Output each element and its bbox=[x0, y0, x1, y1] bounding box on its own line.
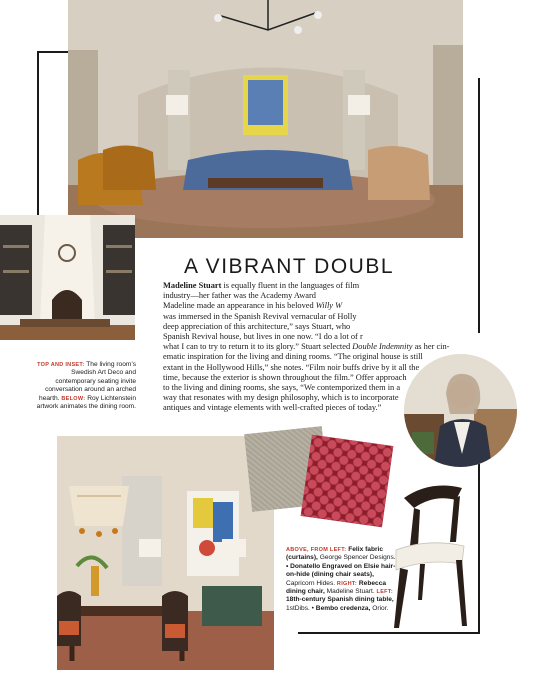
caption-tag: LEFT: bbox=[374, 589, 394, 596]
body-line: Spanish Revival house, but lives in one now. “I do a lot of r bbox=[163, 332, 363, 342]
rule-bottom-right-vertical bbox=[478, 462, 480, 633]
caption-tag: ABOVE, FROM LEFT: bbox=[286, 547, 347, 553]
body-line: Madeline made an appearance in his beloved Willy W bbox=[163, 301, 343, 311]
body-line: time, because the exterior is shown throughout the film.” Offer approach bbox=[163, 372, 407, 382]
body-line: what I can to try to return it to its glory.” Stuart selected Double Indemnity as her cin- bbox=[163, 342, 450, 352]
caption-left: TOP AND INSET: The living room’s Swedish Art Deco and contemporary seating invite conversation around an arched hearth. BELOW: Roy Lichtenstein artwork animates the dining room. bbox=[36, 361, 136, 411]
body-line: to the living and dining rooms, she says, “We contemporized them in a bbox=[163, 383, 401, 393]
body-line: was immersed in the Spanish Revival vernacular of Holly bbox=[163, 311, 357, 321]
body-line: ematic inspiration for the living and dining rooms. “The original house is still bbox=[163, 352, 423, 362]
body-line: deep appreciation of this architecture,” says Stuart, who bbox=[163, 321, 351, 331]
article-headline: A VIBRANT DOUBL bbox=[184, 255, 395, 278]
living-room-photo bbox=[68, 0, 463, 238]
rule-top-right-vertical bbox=[478, 78, 480, 333]
donatello-hide-swatch bbox=[301, 435, 394, 528]
caption-tag: RIGHT: bbox=[335, 580, 358, 587]
fireplace-inset-photo bbox=[0, 215, 135, 340]
dining-room-photo bbox=[57, 436, 274, 670]
caption-right: ABOVE, FROM LEFT: Felix fabric (curtains), George Spencer Designs. • Donatello Engraved on Elsie hair-on-hide (dining chair seats), Capricorn Hides. RIGHT: Rebecca dining chair, Madeline Stuart. LEFT: 18th-century Spanish dining table, 1stDibs. • Bembo credenza, Orior. bbox=[286, 546, 396, 612]
rule-top-left-vertical bbox=[37, 51, 39, 215]
article-body bbox=[163, 281, 450, 414]
rule-bottom-right-horizontal bbox=[298, 632, 480, 634]
body-line: antiques and vintage elements with well-crafted pieces of today.” bbox=[163, 403, 382, 413]
caption-tag: BELOW: bbox=[59, 395, 86, 402]
caption-tag: TOP AND INSET: bbox=[37, 362, 85, 368]
lead-name: Madeline Stuart bbox=[163, 281, 222, 290]
film-title: Double Indemnity bbox=[352, 342, 413, 352]
body-line: industry—her father was the Academy Award bbox=[163, 291, 316, 301]
rule-top-left-horizontal bbox=[37, 51, 68, 53]
film-title: Willy W bbox=[315, 301, 343, 311]
body-line: extant in the Hollywood Hills,” she notes. “Film noir buffs drive by it all the bbox=[163, 362, 420, 372]
body-line: Madeline Stuart is equally fluent in the languages of film bbox=[163, 281, 360, 290]
rebecca-dining-chair bbox=[390, 480, 468, 630]
designer-portrait-photo bbox=[404, 354, 517, 467]
body-line: way that resonates with my design philosophy, which is to incorporate bbox=[163, 393, 399, 403]
